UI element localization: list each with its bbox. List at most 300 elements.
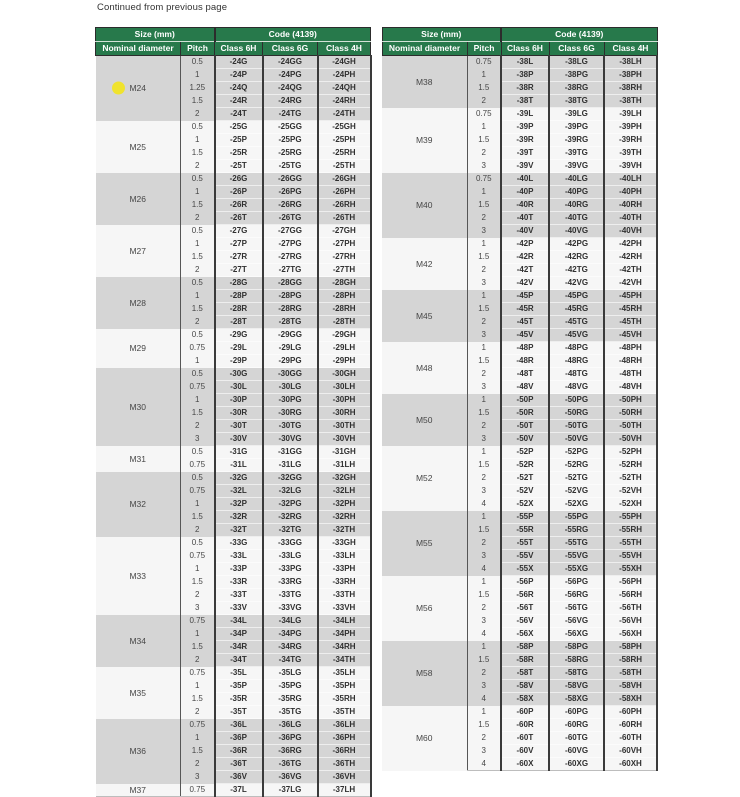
pitch-cell: 3 <box>467 277 501 290</box>
pitch-cell: 1 <box>467 121 501 134</box>
class-6g-code-cell: -60PG <box>549 706 604 719</box>
class-4h-code-cell: -31GH <box>318 446 371 459</box>
class-6g-code-cell: -55XG <box>549 563 604 576</box>
class-6h-code-cell: -24P <box>215 69 263 82</box>
class-6h-code-cell: -50V <box>501 433 549 446</box>
class-6g-code-cell: -58PG <box>549 641 604 654</box>
class-4h-header: Class 4H <box>318 42 371 56</box>
class-6g-code-cell: -36RG <box>263 745 318 758</box>
pitch-cell: 1.5 <box>467 459 501 472</box>
class-6g-code-cell: -32PG <box>263 498 318 511</box>
class-6g-code-cell: -28RG <box>263 303 318 316</box>
pitch-cell: 1 <box>181 628 215 641</box>
table-row <box>96 537 371 550</box>
class-4h-code-cell: -26PH <box>318 186 371 199</box>
class-6h-code-cell: -25G <box>215 121 263 134</box>
class-6h-code-cell: -28G <box>215 277 263 290</box>
class-4h-code-cell: -50RH <box>604 407 657 420</box>
pitch-cell: 1.5 <box>467 589 501 602</box>
class-4h-code-cell: -55PH <box>604 511 657 524</box>
nominal-diameter-label: M29 <box>129 343 147 353</box>
class-6g-code-cell: -56PG <box>549 576 604 589</box>
class-6g-code-cell: -26GG <box>263 173 318 186</box>
pitch-cell: 2 <box>181 264 215 277</box>
class-6g-code-cell: -36TG <box>263 758 318 771</box>
class-4h-code-cell: -36VH <box>318 771 371 784</box>
class-4h-code-cell: -25GH <box>318 121 371 134</box>
class-6h-code-cell: -45P <box>501 290 549 303</box>
class-6g-code-cell: -27PG <box>263 238 318 251</box>
nominal-diameter-label: M27 <box>129 245 147 256</box>
continued-note: Continued from previous page <box>97 2 228 13</box>
class-4h-code-cell: -26TH <box>318 212 371 225</box>
class-4h-code-cell: -34LH <box>318 615 371 628</box>
class-6h-code-cell: -39P <box>501 121 549 134</box>
class-6g-code-cell: -30LG <box>263 381 318 394</box>
class-6g-code-cell: -28TG <box>263 316 318 329</box>
class-4h-code-cell: -42TH <box>604 264 657 277</box>
pitch-cell: 0.75 <box>181 381 215 394</box>
class-6h-code-cell: -33G <box>215 537 263 550</box>
class-6h-code-cell: -33V <box>215 602 263 615</box>
code-4139-header: Code (4139) <box>215 28 371 42</box>
class-4h-code-cell: -32PH <box>318 498 371 511</box>
class-6g-code-cell: -25TG <box>263 160 318 173</box>
class-6h-code-cell: -24G <box>215 56 263 69</box>
pitch-cell: 0.75 <box>467 173 501 186</box>
pitch-cell: 1 <box>181 563 215 576</box>
pitch-cell: 1.5 <box>467 719 501 732</box>
class-4h-code-cell: -40VH <box>604 225 657 238</box>
class-4h-code-cell: -60XH <box>604 758 657 771</box>
class-4h-code-cell: -27PH <box>318 238 371 251</box>
class-6h-code-cell: -60X <box>501 758 549 771</box>
table-row <box>382 446 657 459</box>
class-6h-code-cell: -30P <box>215 394 263 407</box>
class-6g-code-cell: -34TG <box>263 654 318 667</box>
class-4h-code-cell: -50TH <box>604 420 657 433</box>
class-6g-code-cell: -39VG <box>549 160 604 173</box>
class-4h-code-cell: -39RH <box>604 134 657 147</box>
class-6g-code-cell: -35LG <box>263 667 318 680</box>
class-6h-code-cell: -32T <box>215 524 263 537</box>
table-row <box>96 173 371 186</box>
nominal-diameter-label: M37 <box>129 784 147 795</box>
header-columns-row <box>96 42 371 56</box>
class-6g-code-cell: -35RG <box>263 693 318 706</box>
pitch-cell: 2 <box>467 537 501 550</box>
class-6h-code-cell: -35T <box>215 706 263 719</box>
class-4h-code-cell: -32LH <box>318 485 371 498</box>
class-6h-code-cell: -56R <box>501 589 549 602</box>
class-6g-code-cell: -25RG <box>263 147 318 160</box>
class-4h-code-cell: -24RH <box>318 95 371 108</box>
pitch-cell: 2 <box>467 667 501 680</box>
pitch-cell: 3 <box>181 602 215 615</box>
class-4h-code-cell: -35RH <box>318 693 371 706</box>
class-4h-code-cell: -27RH <box>318 251 371 264</box>
class-6h-code-cell: -60R <box>501 719 549 732</box>
class-6g-code-cell: -26RG <box>263 199 318 212</box>
class-4h-code-cell: -60VH <box>604 745 657 758</box>
pitch-cell: 4 <box>467 758 501 771</box>
class-6h-code-cell: -34P <box>215 628 263 641</box>
pitch-cell: 1 <box>467 394 501 407</box>
class-4h-code-cell: -38RH <box>604 82 657 95</box>
pitch-cell: 0.5 <box>181 446 215 459</box>
class-6g-code-cell: -52PG <box>549 446 604 459</box>
class-4h-code-cell: -32GH <box>318 472 371 485</box>
class-6g-code-cell: -34PG <box>263 628 318 641</box>
class-6h-code-cell: -29P <box>215 355 263 368</box>
pitch-cell: 0.5 <box>181 56 215 69</box>
class-6g-code-cell: -55PG <box>549 511 604 524</box>
nominal-diameter-cell <box>382 173 467 238</box>
class-6h-code-cell: -52P <box>501 446 549 459</box>
class-4h-code-cell: -33GH <box>318 537 371 550</box>
class-4h-header: Class 4H <box>604 42 657 56</box>
class-6h-code-cell: -33R <box>215 576 263 589</box>
nominal-diameter-label: M26 <box>129 193 147 204</box>
nominal-diameter-label: M56 <box>415 603 433 613</box>
nominal-diameter-cell <box>96 225 181 277</box>
table-row <box>96 368 371 381</box>
pitch-cell: 1 <box>467 641 501 654</box>
class-6h-code-cell: -30T <box>215 420 263 433</box>
class-6h-code-cell: -52V <box>501 485 549 498</box>
pitch-cell: 0.5 <box>181 368 215 381</box>
class-6h-code-cell: -42V <box>501 277 549 290</box>
class-6h-code-cell: -45R <box>501 303 549 316</box>
class-4h-code-cell: -48RH <box>604 355 657 368</box>
class-6g-code-cell: -34LG <box>263 615 318 628</box>
class-4h-code-cell: -56VH <box>604 615 657 628</box>
class-4h-code-cell: -30VH <box>318 433 371 446</box>
pitch-cell: 2 <box>467 95 501 108</box>
class-6g-code-cell: -48VG <box>549 381 604 394</box>
class-6g-code-cell: -36VG <box>263 771 318 784</box>
class-6g-code-cell: -24GG <box>263 56 318 69</box>
class-6g-code-cell: -39TG <box>549 147 604 160</box>
class-4h-code-cell: -60RH <box>604 719 657 732</box>
class-4h-code-cell: -26RH <box>318 199 371 212</box>
class-4h-code-cell: -29PH <box>318 355 371 368</box>
class-6h-code-cell: -35R <box>215 693 263 706</box>
class-6h-code-cell: -24R <box>215 95 263 108</box>
class-6g-code-cell: -24PG <box>263 69 318 82</box>
class-4h-code-cell: -37LH <box>318 784 371 797</box>
pitch-cell: 2 <box>181 212 215 225</box>
pitch-cell: 1.25 <box>181 82 215 95</box>
class-6h-header: Class 6H <box>501 42 549 56</box>
class-6h-code-cell: -58V <box>501 680 549 693</box>
class-6g-code-cell: -38RG <box>549 82 604 95</box>
class-6h-code-cell: -58R <box>501 654 549 667</box>
nominal-diameter-label: M31 <box>129 453 147 464</box>
class-6g-code-cell: -39PG <box>549 121 604 134</box>
table-body <box>96 56 371 797</box>
class-6g-code-cell: -29LG <box>263 342 318 355</box>
class-6g-code-cell: -33RG <box>263 576 318 589</box>
pitch-cell: 0.75 <box>467 56 501 69</box>
pitch-cell: 2 <box>467 316 501 329</box>
nominal-diameter-cell <box>96 667 181 719</box>
class-6g-code-cell: -32LG <box>263 485 318 498</box>
class-6h-code-cell: -35P <box>215 680 263 693</box>
pitch-cell: 3 <box>467 550 501 563</box>
class-6h-code-cell: -48P <box>501 342 549 355</box>
table-row <box>96 225 371 238</box>
header-group-row <box>382 28 657 42</box>
class-6h-code-cell: -39T <box>501 147 549 160</box>
class-4h-code-cell: -33RH <box>318 576 371 589</box>
nominal-diameter-cell <box>96 277 181 329</box>
pitch-cell: 2 <box>181 108 215 121</box>
pitch-cell: 3 <box>467 745 501 758</box>
class-6h-code-cell: -31L <box>215 459 263 472</box>
class-6g-code-cell: -32GG <box>263 472 318 485</box>
class-4h-code-cell: -32TH <box>318 524 371 537</box>
class-4h-code-cell: -52XH <box>604 498 657 511</box>
class-4h-code-cell: -36LH <box>318 719 371 732</box>
pitch-cell: 0.75 <box>467 108 501 121</box>
pitch-cell: 0.75 <box>181 550 215 563</box>
class-4h-code-cell: -35LH <box>318 667 371 680</box>
nominal-diameter-cell <box>382 290 467 342</box>
pitch-cell: 1.5 <box>181 303 215 316</box>
class-4h-code-cell: -40RH <box>604 199 657 212</box>
class-4h-code-cell: -33VH <box>318 602 371 615</box>
class-6h-code-cell: -56T <box>501 602 549 615</box>
nominal-diameter-cell <box>96 56 181 121</box>
class-6g-code-cell: -33LG <box>263 550 318 563</box>
class-4h-code-cell: -50PH <box>604 394 657 407</box>
table-row <box>382 108 657 121</box>
nominal-diameter-cell <box>382 446 467 511</box>
class-6g-code-cell: -56VG <box>549 615 604 628</box>
class-6h-code-cell: -25T <box>215 160 263 173</box>
class-6h-code-cell: -50P <box>501 394 549 407</box>
class-4h-code-cell: -55VH <box>604 550 657 563</box>
pitch-cell: 1 <box>181 238 215 251</box>
class-6g-code-cell: -27RG <box>263 251 318 264</box>
class-6g-code-cell: -38LG <box>549 56 604 69</box>
class-4h-code-cell: -34TH <box>318 654 371 667</box>
class-6g-code-cell: -38PG <box>549 69 604 82</box>
class-4h-code-cell: -36PH <box>318 732 371 745</box>
class-6h-code-cell: -55R <box>501 524 549 537</box>
header-columns-row <box>382 42 657 56</box>
class-6h-code-cell: -39L <box>501 108 549 121</box>
class-6h-code-cell: -52R <box>501 459 549 472</box>
class-4h-code-cell: -34PH <box>318 628 371 641</box>
nominal-diameter-label: M60 <box>415 733 433 743</box>
pitch-cell: 2 <box>467 732 501 745</box>
pitch-cell: 1.5 <box>467 134 501 147</box>
class-6g-code-cell: -60TG <box>549 732 604 745</box>
class-4h-code-cell: -30PH <box>318 394 371 407</box>
class-6g-code-cell: -28PG <box>263 290 318 303</box>
class-6h-code-cell: -30L <box>215 381 263 394</box>
class-4h-code-cell: -28RH <box>318 303 371 316</box>
class-6h-code-cell: -36T <box>215 758 263 771</box>
class-4h-code-cell: -39TH <box>604 147 657 160</box>
pitch-cell: 1.5 <box>467 355 501 368</box>
pitch-cell: 2 <box>467 264 501 277</box>
pitch-cell: 1 <box>181 355 215 368</box>
class-6g-code-cell: -40PG <box>549 186 604 199</box>
pitch-cell: 1.5 <box>181 693 215 706</box>
class-6h-code-cell: -24T <box>215 108 263 121</box>
class-6h-code-cell: -27T <box>215 264 263 277</box>
pitch-cell: 1.5 <box>181 641 215 654</box>
nominal-diameter-label: M24 <box>129 83 147 94</box>
class-4h-code-cell: -29GH <box>318 329 371 342</box>
nominal-diameter-cell <box>382 238 467 290</box>
table-row <box>382 173 657 186</box>
class-6g-code-cell: -40TG <box>549 212 604 225</box>
class-6h-code-cell: -28T <box>215 316 263 329</box>
nominal-diameter-label: M42 <box>415 258 433 269</box>
class-6g-code-cell: -33TG <box>263 589 318 602</box>
table-row <box>96 446 371 459</box>
pitch-cell: 1.5 <box>181 95 215 108</box>
pitch-cell: 3 <box>181 771 215 784</box>
nominal-diameter-cell <box>96 784 181 797</box>
pitch-cell: 0.5 <box>181 121 215 134</box>
class-4h-code-cell: -24QH <box>318 82 371 95</box>
size-mm-header: Size (mm) <box>382 28 501 42</box>
class-6h-code-cell: -27G <box>215 225 263 238</box>
class-6g-code-cell: -48PG <box>549 342 604 355</box>
pitch-cell: 1.5 <box>467 199 501 212</box>
table-row <box>382 238 657 251</box>
class-6h-code-cell: -55V <box>501 550 549 563</box>
class-6g-code-cell: -60XG <box>549 758 604 771</box>
pitch-cell: 1 <box>467 706 501 719</box>
pitch-cell: 0.75 <box>181 459 215 472</box>
nominal-diameter-cell <box>96 446 181 472</box>
class-6g-code-cell: -30VG <box>263 433 318 446</box>
class-4h-code-cell: -26GH <box>318 173 371 186</box>
class-6h-code-cell: -48T <box>501 368 549 381</box>
class-4h-code-cell: -56PH <box>604 576 657 589</box>
class-6h-code-cell: -28R <box>215 303 263 316</box>
pitch-cell: 1.5 <box>467 407 501 420</box>
table-row <box>382 394 657 407</box>
class-4h-code-cell: -42RH <box>604 251 657 264</box>
pitch-cell: 0.5 <box>181 277 215 290</box>
class-6g-code-cell: -27TG <box>263 264 318 277</box>
class-6g-code-cell: -28GG <box>263 277 318 290</box>
class-4h-code-cell: -31LH <box>318 459 371 472</box>
pitch-cell: 1 <box>181 186 215 199</box>
pitch-cell: 1 <box>467 342 501 355</box>
class-6g-code-cell: -25GG <box>263 121 318 134</box>
class-4h-code-cell: -55XH <box>604 563 657 576</box>
class-4h-code-cell: -24GH <box>318 56 371 69</box>
class-6h-code-cell: -42R <box>501 251 549 264</box>
class-4h-code-cell: -25PH <box>318 134 371 147</box>
class-6h-code-cell: -38L <box>501 56 549 69</box>
pitch-cell: 0.5 <box>181 472 215 485</box>
class-4h-code-cell: -48TH <box>604 368 657 381</box>
pitch-cell: 1.5 <box>181 407 215 420</box>
class-6h-code-cell: -40P <box>501 186 549 199</box>
class-6h-code-cell: -52T <box>501 472 549 485</box>
class-6h-code-cell: -36P <box>215 732 263 745</box>
table-row <box>382 511 657 524</box>
class-4h-code-cell: -45VH <box>604 329 657 342</box>
class-6h-code-cell: -50T <box>501 420 549 433</box>
nominal-diameter-cell <box>382 511 467 576</box>
class-6g-code-cell: -58RG <box>549 654 604 667</box>
class-6g-code-cell: -24QG <box>263 82 318 95</box>
tables-wrap <box>95 27 658 797</box>
class-4h-code-cell: -38LH <box>604 56 657 69</box>
class-6h-code-cell: -40V <box>501 225 549 238</box>
class-6g-code-cell: -45VG <box>549 329 604 342</box>
pitch-cell: 1.5 <box>467 251 501 264</box>
table-row <box>382 641 657 654</box>
nominal-diameter-cell <box>382 394 467 446</box>
class-6h-code-cell: -31G <box>215 446 263 459</box>
class-6h-code-cell: -24Q <box>215 82 263 95</box>
nominal-diameter-cell <box>96 719 181 784</box>
class-4h-code-cell: -24TH <box>318 108 371 121</box>
class-6g-code-cell: -33VG <box>263 602 318 615</box>
pitch-cell: 2 <box>181 706 215 719</box>
nominal-diameter-label: M30 <box>129 401 147 412</box>
class-6h-code-cell: -58T <box>501 667 549 680</box>
nominal-diameter-label: M38 <box>415 76 433 87</box>
pitch-cell: 2 <box>181 589 215 602</box>
table-row <box>96 472 371 485</box>
class-4h-code-cell: -56XH <box>604 628 657 641</box>
class-6g-code-cell: -30PG <box>263 394 318 407</box>
table-row <box>382 290 657 303</box>
class-4h-code-cell: -48VH <box>604 381 657 394</box>
class-4h-code-cell: -35TH <box>318 706 371 719</box>
class-6h-code-cell: -56P <box>501 576 549 589</box>
class-6h-code-cell: -56X <box>501 628 549 641</box>
class-4h-code-cell: -48PH <box>604 342 657 355</box>
class-6g-code-cell: -58XG <box>549 693 604 706</box>
table-row <box>96 56 371 69</box>
pitch-cell: 2 <box>467 420 501 433</box>
pitch-cell: 3 <box>181 433 215 446</box>
table-head <box>96 28 371 56</box>
nominal-diameter-cell <box>382 56 467 108</box>
class-6g-code-cell: -45RG <box>549 303 604 316</box>
class-4h-code-cell: -52PH <box>604 446 657 459</box>
class-6g-code-cell: -52XG <box>549 498 604 511</box>
pitch-cell: 4 <box>467 628 501 641</box>
class-6h-code-cell: -42P <box>501 238 549 251</box>
code-4139-header: Code (4139) <box>501 28 657 42</box>
table-row <box>382 706 657 719</box>
nominal-diameter-label: M52 <box>415 473 433 483</box>
class-6g-code-cell: -48TG <box>549 368 604 381</box>
class-6g-code-cell: -33PG <box>263 563 318 576</box>
class-6g-code-cell: -25PG <box>263 134 318 147</box>
class-4h-code-cell: -25RH <box>318 147 371 160</box>
class-4h-code-cell: -40TH <box>604 212 657 225</box>
table-row <box>96 784 371 797</box>
class-4h-code-cell: -60PH <box>604 706 657 719</box>
highlight-marker-icon <box>112 82 125 95</box>
pitch-cell: 4 <box>467 563 501 576</box>
